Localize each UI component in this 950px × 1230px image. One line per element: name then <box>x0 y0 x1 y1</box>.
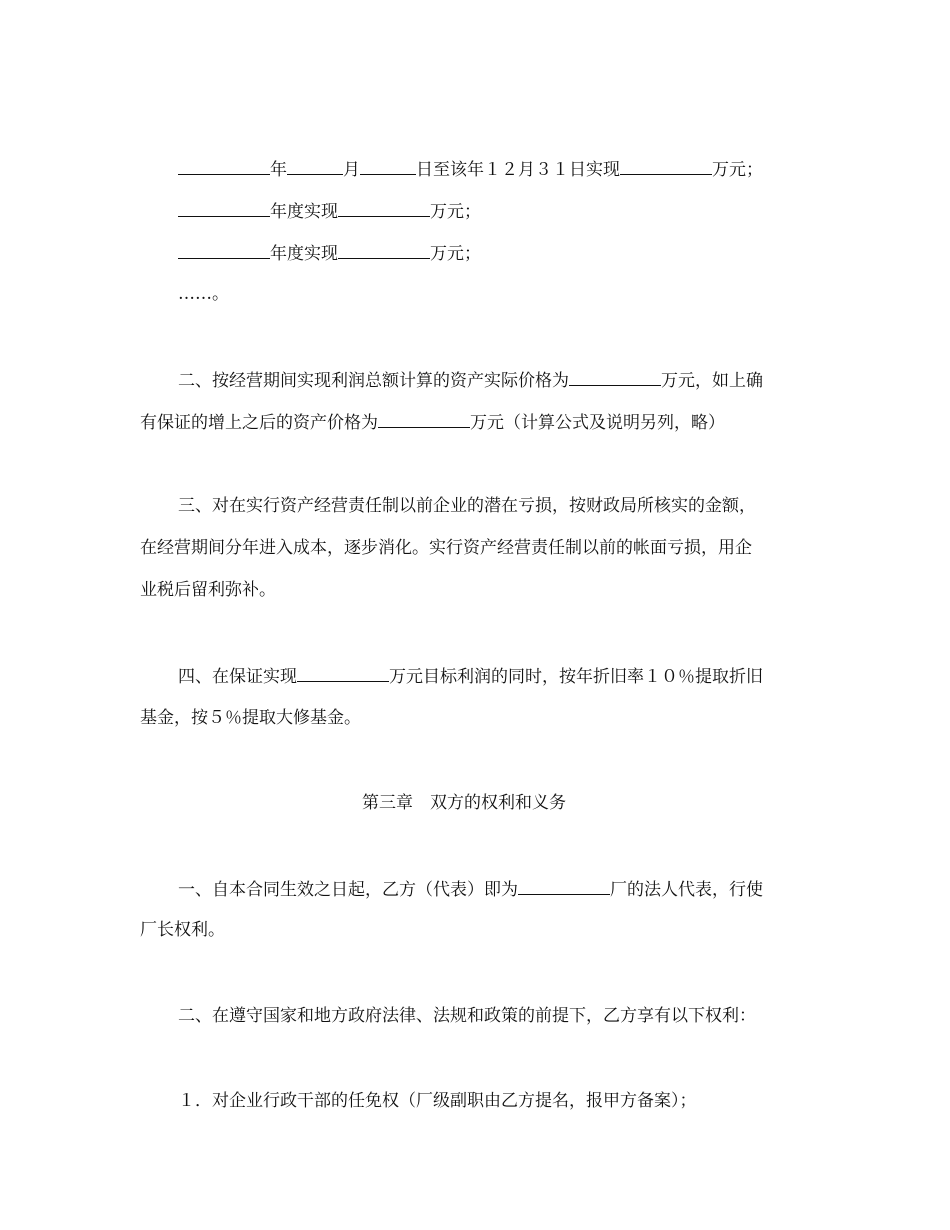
clause-three-line-1 <box>178 494 756 518</box>
clause-four-text-c: 基金，按５％提取大修基金。 <box>140 708 361 728</box>
chapter-heading <box>362 791 566 815</box>
clause-two-text-c: 有保证的增上之后的资产价格为 <box>140 413 378 433</box>
ch3-clause-one-line-2 <box>140 918 225 942</box>
clause-three-text-1: 三、对在实行资产经营责任制以前企业的潜在亏损，按财政局所核实的金额， <box>178 496 756 516</box>
ch3-item-one-text: １．对企业行政干部的任免权（厂级副职由乙方提名，报甲方备案）； <box>178 1091 697 1111</box>
chapter-title: 第三章 双方的权利和义务 <box>362 793 566 813</box>
clause-four-text-a: 四、在保证实现 <box>178 667 297 687</box>
ch3-clause-one-text-c: 厂长权利。 <box>140 920 225 940</box>
clause-three-line-2 <box>140 536 752 560</box>
month-label: 月 <box>343 160 360 180</box>
ellipsis-text: ……。 <box>178 284 229 304</box>
amount-blank <box>338 198 430 217</box>
ch3-clause-two-text: 二、在遵守国家和地方政府法律、法规和政策的前提下，乙方享有以下权利： <box>178 1006 756 1026</box>
unit-label: 万元； <box>430 202 481 222</box>
year-realized-label: 年度实现 <box>270 202 338 222</box>
ellipsis-line <box>178 282 229 306</box>
year-label: 年 <box>270 160 287 180</box>
ch3-item-one-line-1 <box>178 1089 697 1113</box>
clause-two-text-d: 万元（计算公式及说明另列，略） <box>470 413 725 433</box>
ch3-clause-one-text-b: 厂的法人代表，行使 <box>610 880 763 900</box>
day-blank <box>360 156 416 175</box>
profit-target-line-3 <box>178 240 481 264</box>
month-blank <box>287 156 343 175</box>
clause-two-text-b: 万元，如上确 <box>661 371 763 391</box>
profit-target-line-2 <box>178 198 481 222</box>
amount-blank <box>338 240 430 259</box>
day-label: 日至该年１２月３１日实现 <box>416 160 620 180</box>
clause-three-line-3 <box>140 578 276 602</box>
clause-four-text-b: 万元目标利润的同时，按年折旧率１０％提取折旧 <box>389 667 763 687</box>
profit-target-line-1 <box>178 156 763 180</box>
clause-four-line-2 <box>140 706 361 730</box>
ch3-clause-two-line-1 <box>178 1004 756 1028</box>
ch3-clause-one-text-a: 一、自本合同生效之日起，乙方（代表）即为 <box>178 880 518 900</box>
ch3-clause-one-line-1 <box>178 876 763 900</box>
year-blank <box>178 198 270 217</box>
clause-four-line-1 <box>178 663 763 687</box>
year-blank <box>178 156 270 175</box>
target-profit-blank <box>297 663 389 682</box>
clause-three-text-2: 在经营期间分年进入成本，逐步消化。实行资产经营责任制以前的帐面亏损，用企 <box>140 538 752 558</box>
clause-two-line-1 <box>178 367 763 391</box>
clause-two-text-a: 二、按经营期间实现利润总额计算的资产实际价格为 <box>178 371 569 391</box>
unit-label: 万元； <box>430 244 481 264</box>
year-realized-label: 年度实现 <box>270 244 338 264</box>
amount-blank <box>620 156 712 175</box>
year-blank <box>178 240 270 259</box>
unit-label: 万元； <box>712 160 763 180</box>
clause-three-text-3: 业税后留利弥补。 <box>140 580 276 600</box>
clause-two-line-2 <box>140 409 725 433</box>
increased-price-blank <box>378 409 470 428</box>
factory-name-blank <box>518 876 610 895</box>
asset-price-blank <box>569 367 661 386</box>
